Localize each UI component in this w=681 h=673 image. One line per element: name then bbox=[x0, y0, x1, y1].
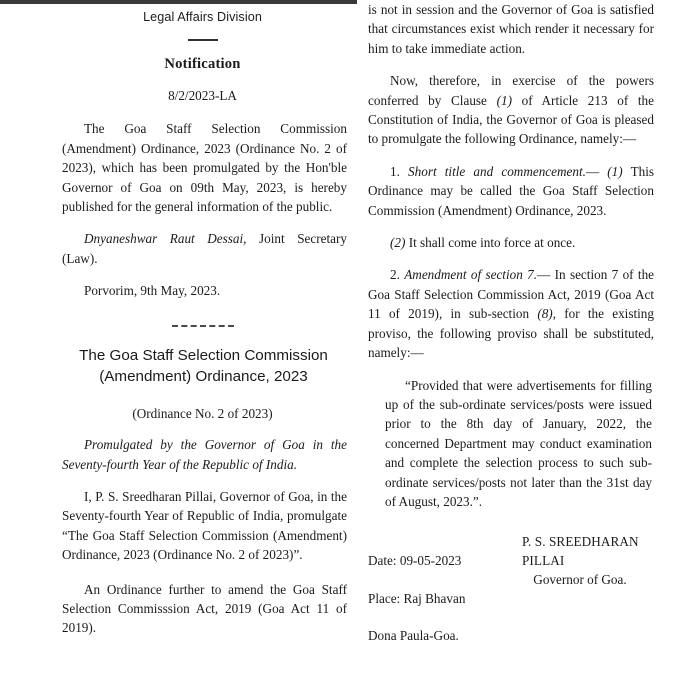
place-date-line: Porvorim, 9th May, 2023. bbox=[84, 283, 221, 299]
promulgation-line: Promulgated by the Governor of Goa in the Seventy-fourth Year of the Republic of India. bbox=[62, 437, 347, 472]
governor-name: P. S. SREEDHARAN PILLAI bbox=[522, 534, 639, 569]
signatory-designation: Joint Secretary (Law). bbox=[62, 231, 347, 266]
department-heading: Legal Affairs Division bbox=[143, 10, 262, 24]
section-2-text-1: In section 7 of the Goa Staff Selection Commission Act, 2019 (Goa Act 11 of 2019), in sub-section bbox=[368, 267, 655, 322]
enacting-formula bbox=[368, 71, 654, 149]
section-1-text: This Ordinance may be called the Goa Staff Selection Commission (Amendment) Ordinance, 2023. bbox=[368, 163, 655, 218]
long-title: An Ordinance further to amend the Goa Staff Selection Commisssion Act, 2019 (Goa Act 11 of 2019). bbox=[62, 581, 347, 636]
section-2-subsection-number: (8) bbox=[537, 306, 553, 322]
substituted-proviso: “Provided that were advertisements for filling up of the sub-ordinate services/posts were issued prior to the 8th day of January, 2022, the concerned Department may conduct examination and complete the selection process to such sub-ordinate services/posts not later than the 31st day of August, 2023.”. bbox=[385, 377, 652, 509]
heading-rule bbox=[188, 39, 218, 41]
signature-date: Date: 09-05-2023 bbox=[368, 553, 462, 569]
notification-heading: Notification bbox=[164, 55, 241, 72]
signature-place: Place: Raj Bhavan bbox=[368, 590, 466, 606]
signatory-name: Dnyaneshwar Raut Dessai, bbox=[84, 231, 247, 247]
governor-declaration: I, P. S. Sreedharan Pillai, Governor of Goa, in the Seventy-fourth Year of Republic of India, promulgate “The Goa Staff Selection Commission (Amendment) Ordinance, 2023 (Ordinance No. 2 of 2023)”. bbox=[62, 488, 347, 563]
enacting-formula-text-2: of Article 213 of the Constitution of India, the Governor of Goa is pleased to promulgate the following Ordinance, namely:— bbox=[368, 92, 654, 147]
publication-paragraph: The Goa Staff Selection Commission (Amendment) Ordinance, 2023 (Ordinance No. 2 of 2023), which has been promulgated by the Hon'ble Governor of Goa on 09th May, 2023, is hereby published for the general information of the public. bbox=[62, 121, 347, 214]
preamble-continued: is not in session and the Governor of Goa is satisfied that circumstances exist which render it necessary for him to take immediate action. bbox=[368, 2, 654, 56]
signature-block bbox=[368, 533, 654, 664]
subsection-2-text: It shall come into force at once. bbox=[405, 235, 576, 251]
left-column bbox=[0, 0, 357, 638]
section-2-marginal-note: Amendment of section 7. bbox=[404, 267, 538, 283]
clause-number: (1) bbox=[496, 92, 512, 108]
section-2-dash: — bbox=[537, 267, 555, 283]
section-2-text-2: , for the existing proviso, the following proviso shall be substituted, namely:— bbox=[368, 306, 654, 361]
right-column bbox=[357, 0, 681, 664]
signatory-paragraph bbox=[62, 229, 347, 268]
section-1-number: 1. bbox=[390, 163, 409, 179]
section-1-subsection-2 bbox=[368, 233, 654, 252]
governor-title: Governor of Goa. bbox=[533, 571, 627, 587]
section-separator bbox=[172, 325, 234, 327]
signature-authority bbox=[518, 533, 654, 589]
subsection-2-number: (2) bbox=[390, 235, 406, 251]
enacting-formula-text-1: Now, therefore, in exercise of the powers conferred by Clause bbox=[368, 73, 654, 108]
section-1 bbox=[368, 162, 654, 220]
section-1-dash: — bbox=[585, 163, 608, 179]
section-1-subsection-1: (1) bbox=[607, 163, 623, 179]
ordinance-title: The Goa Staff Selection Commission (Amendment) Ordinance, 2023 bbox=[79, 346, 328, 386]
signature-place-date bbox=[368, 533, 518, 664]
ordinance-number-line: (Ordinance No. 2 of 2023) bbox=[132, 405, 273, 421]
section-1-marginal-note: Short title and commencement. bbox=[408, 163, 586, 179]
notification-number: 8/2/2023-LA bbox=[168, 87, 237, 103]
section-2-number: 2. bbox=[390, 267, 405, 283]
signature-address: Dona Paula-Goa. bbox=[368, 628, 459, 644]
section-2 bbox=[368, 265, 654, 362]
